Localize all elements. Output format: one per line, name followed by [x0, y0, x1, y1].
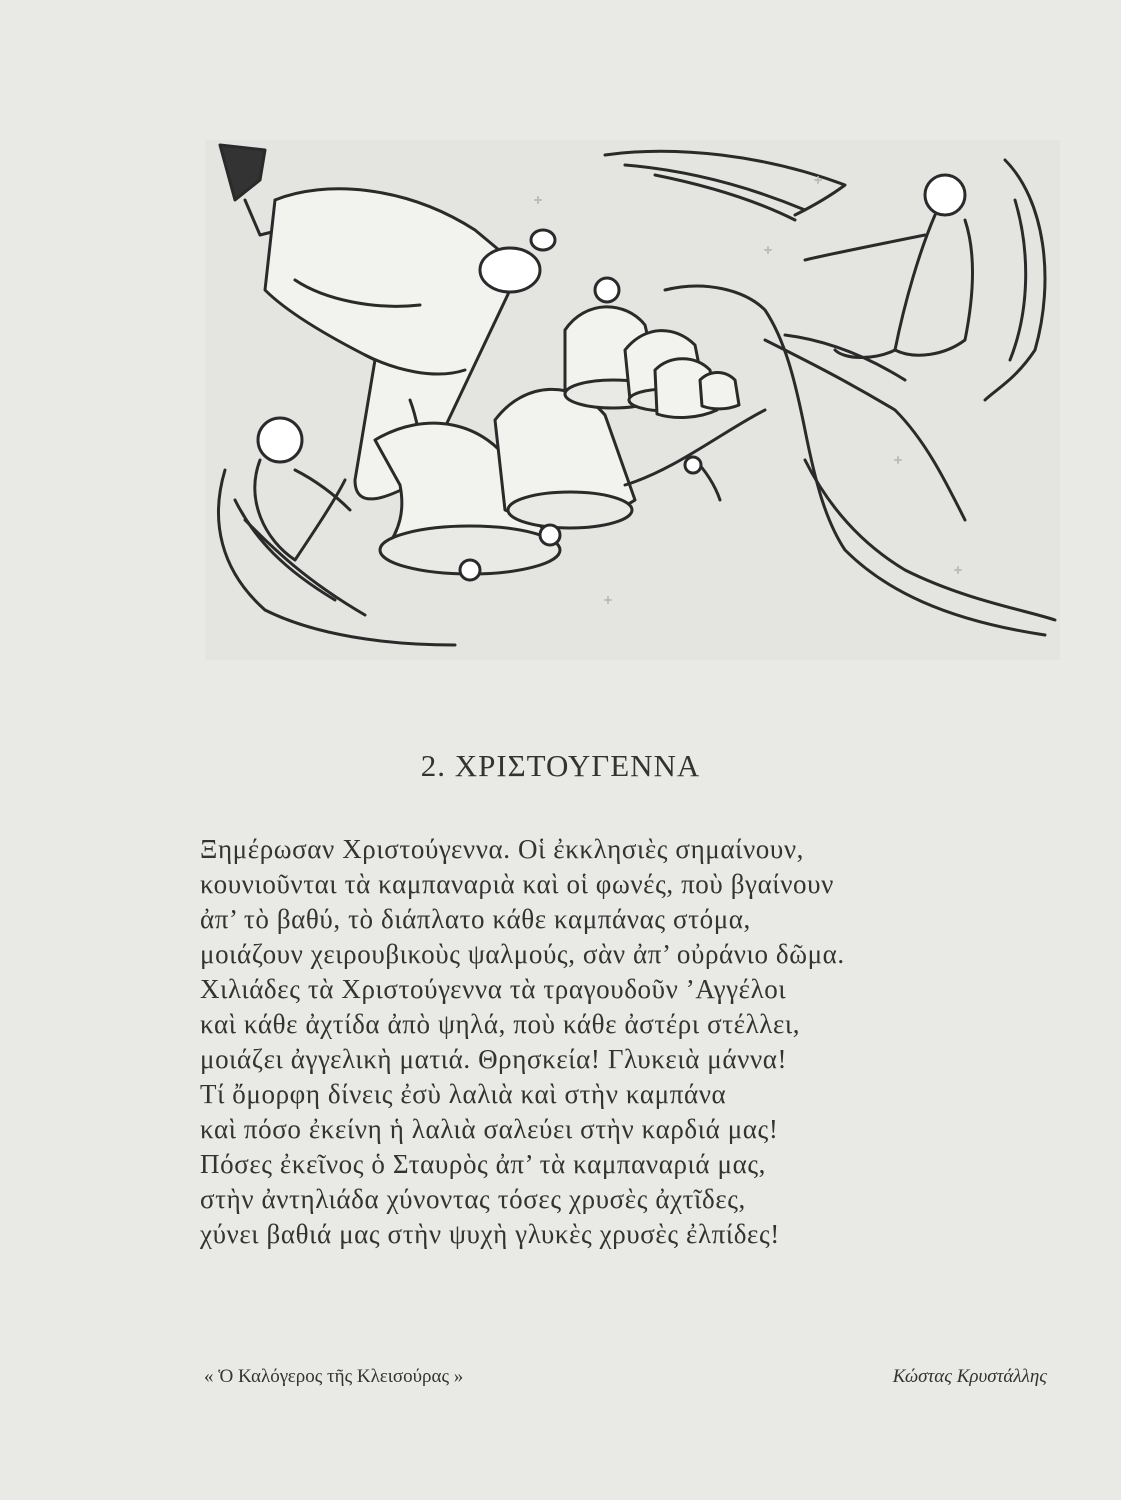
poem-line: καὶ πόσο ἐκείνη ἡ λαλιὰ σαλεύει στὴν καρδιά μας! — [200, 1114, 779, 1144]
poem-line: μοιάζουν χειρουβικοὺς ψαλμούς, σὰν ἀπ’ οὐράνιο δῶμα. — [200, 939, 845, 969]
poem-line: μοιάζει ἀγγελικὴ ματιά. Θρησκεία! Γλυκειὰ μάννα! — [200, 1044, 788, 1074]
poem-line: στὴν ἀντηλιάδα χύνοντας τόσες χρυσὲς ἀχτῖδες, — [200, 1184, 746, 1214]
author-name: Κώστας Κρυστάλλης — [892, 1366, 1047, 1387]
poem-line: Ξημέρωσαν Χριστούγεννα. Οἱ ἐκκλησιὲς σημαίνουν, — [200, 834, 805, 864]
poem-line: Πόσες ἐκεῖνος ὁ Σταυρὸς ἀπ’ τὰ καμπαναριά μας, — [200, 1149, 766, 1179]
poem-line: ἀπ’ τὸ βαθύ, τὸ διάπλατο κάθε καμπάνας στόμα, — [200, 904, 751, 934]
poem-line: κουνιοῦνται τὰ καμπαναριὰ καὶ οἱ φωνές, ποὺ βγαίνουν — [200, 869, 834, 899]
poem-line: Χιλιάδες τὰ Χριστούγεννα τὰ τραγουδοῦν ’Αγγέλοι — [200, 974, 787, 1004]
poem-line: Τί ὄμορφη δίνεις ἐσὺ λαλιὰ καὶ στὴν καμπάνα — [200, 1079, 727, 1109]
bells-and-angels-icon — [205, 140, 1060, 660]
poem-body — [200, 832, 1070, 1252]
poem-line: καὶ κάθε ἀχτίδα ἀπὸ ψηλά, ποὺ κάθε ἀστέρι στέλλει, — [200, 1009, 801, 1039]
poem-line: χύνει βαθιά μας στὴν ψυχὴ γλυκὲς χρυσὲς ἐλπίδες! — [200, 1219, 780, 1249]
poem-title: 2. ΧΡΙΣΤΟΥΓΕΝΝΑ — [420, 748, 701, 783]
bells-and-angels-illustration — [205, 140, 1060, 660]
source-citation: « Ὁ Καλόγερος τῆς Κλεισούρας » — [204, 1366, 464, 1387]
